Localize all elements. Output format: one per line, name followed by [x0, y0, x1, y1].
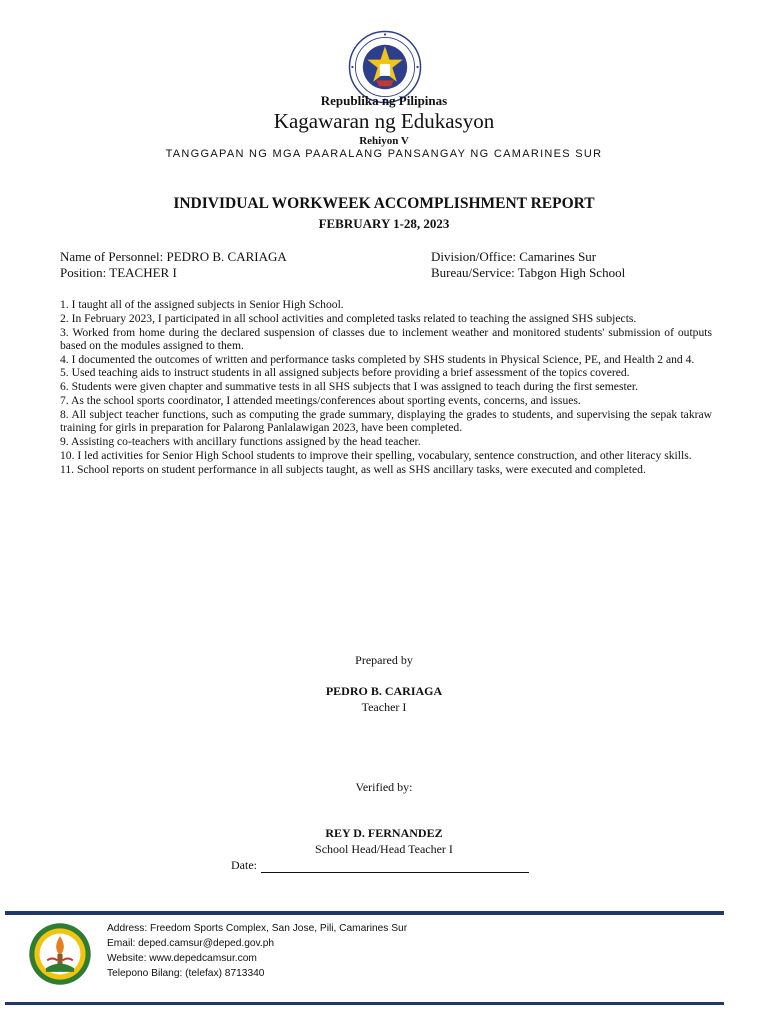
division-row [431, 249, 596, 265]
date-label: Date: [231, 858, 257, 872]
division-value: Camarines Sur [519, 249, 597, 264]
verified-by-label: Verified by: [355, 780, 413, 794]
list-item: 6. Students were given chapter and summative tests in all SHS subjects that I was assigned to teach during the first semester. [60, 380, 638, 394]
list-item: 7. As the school sports coordinator, I attended meetings/conferences about sporting events, concerns, and issues. [60, 394, 581, 408]
prepared-by-label: Prepared by [355, 653, 413, 667]
name-value: PEDRO B. CARIAGA [166, 249, 287, 264]
list-item: 10. I led activities for Senior High School students to improve their spelling, vocabulary, sentence construction, and other literacy skills. [60, 448, 692, 462]
report-period: FEBRUARY 1-28, 2023 [318, 216, 450, 231]
list-item: 9. Assisting co-teachers with ancillary functions assigned by the head teacher. [60, 434, 421, 448]
region-heading: Rehiyon V [359, 135, 409, 147]
list-item: 1. I taught all of the assigned subjects in Senior High School. [60, 298, 344, 311]
list-item: 3. Worked from home during the declared suspension of classes due to inclement weather and monitored students' submission of outputs based on the modules assigned to them. [60, 325, 712, 352]
date-row [231, 858, 529, 873]
bureau-value: Tabgon High School [517, 265, 626, 280]
list-item: 4. I documented the outcomes of written and performance tasks completed by SHS students in Physical Science, PE, and Health 2 and 4. [60, 352, 695, 366]
footer-website: Website: www.depedcamsur.com [107, 953, 257, 964]
division-label: Division/Office: [431, 249, 516, 264]
department-heading: Kagawaran ng Edukasyon [273, 109, 495, 133]
footer-email: Email: deped.camsur@deped.gov.ph [107, 938, 275, 949]
division-seal-icon [28, 922, 92, 986]
position-value: TEACHER I [109, 265, 177, 280]
office-heading: TANGGAPAN NG MGA PAARALANG PANSANGAY NG CAMARINES SUR [165, 148, 603, 160]
date-line [261, 860, 529, 873]
footer-contact [107, 921, 407, 981]
footer-bottom-divider [5, 1002, 724, 1005]
verified-title: School Head/Head Teacher I [315, 842, 453, 856]
prepared-name: PEDRO B. CARIAGA [325, 684, 443, 698]
bureau-label: Bureau/Service: [431, 265, 515, 280]
list-item: 5. Used teaching aids to instruct students in all assigned subjects before providing a brief assessment of the topics covered. [60, 366, 630, 380]
footer-phone: Telepono Bilang: (telefax) 8713340 [107, 968, 265, 979]
name-label: Name of Personnel: [60, 249, 164, 264]
republic-heading: Republika ng Pilipinas [320, 93, 448, 108]
prepared-title: Teacher I [361, 700, 407, 714]
list-item: 2. In February 2023, I participated in all school activities and completed tasks related to teaching the assigned SHS subjects. [60, 311, 637, 325]
accomplishment-list [60, 298, 712, 476]
list-item: 11. School reports on student performance in all subjects taught, as well as SHS ancillary tasks, were executed and completed. [60, 462, 646, 476]
list-item: 8. All subject teacher functions, such as computing the grade summary, displaying the grades to students, and supervising the sepak takraw training for girls in preparation for Palarong Panlalawigan 2023, have been completed. [60, 407, 712, 435]
footer-divider [5, 911, 724, 915]
position-label: Position: [60, 265, 107, 280]
verified-name: REY D. FERNANDEZ [325, 826, 443, 840]
name-row [60, 249, 287, 265]
position-row [60, 265, 177, 281]
bureau-row [431, 265, 625, 281]
footer-address: Address: Freedom Sports Complex, San Jose, Pili, Camarines Sur [107, 923, 408, 934]
report-title: INDIVIDUAL WORKWEEK ACCOMPLISHMENT REPORT [173, 195, 595, 212]
